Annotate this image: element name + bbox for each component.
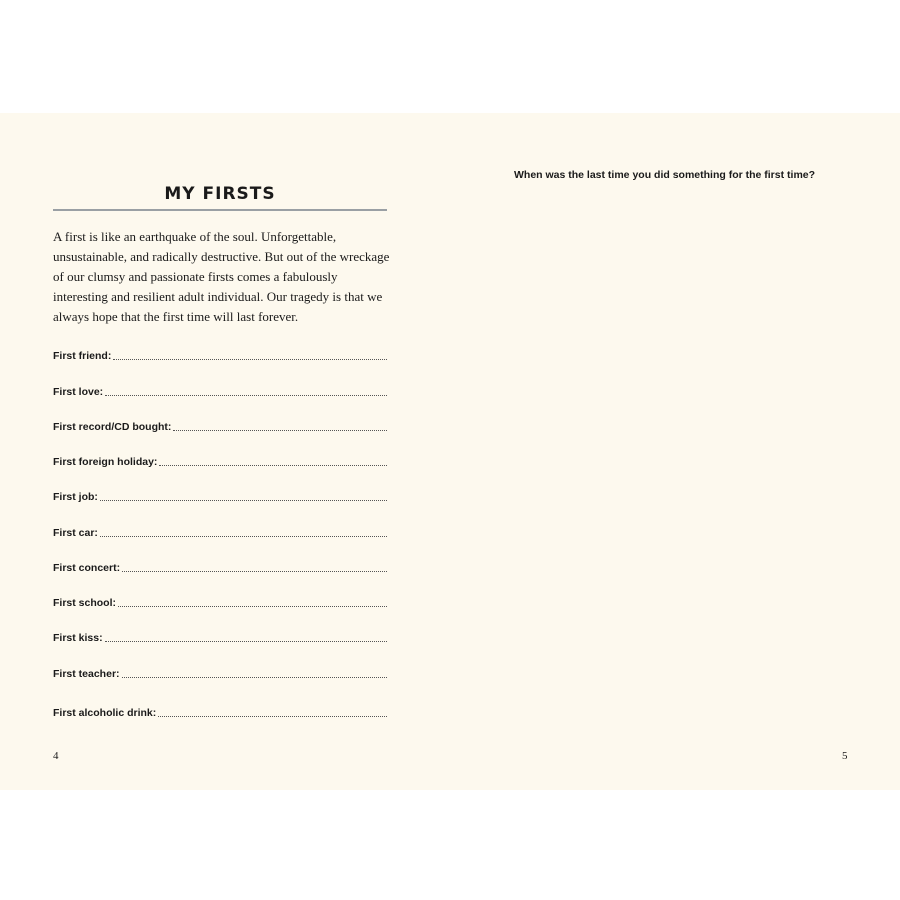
field-first-friend (53, 347, 387, 363)
page-title: MY FIRSTS (164, 184, 276, 204)
answer-line[interactable] (173, 430, 387, 431)
field-label: First alcoholic drink: (53, 707, 157, 719)
answer-line[interactable] (105, 641, 387, 642)
answer-line[interactable] (118, 606, 387, 607)
answer-line[interactable] (159, 465, 387, 466)
field-label: First friend: (53, 350, 112, 362)
title-underline (53, 209, 387, 211)
answer-line[interactable] (113, 359, 387, 360)
field-first-kiss (53, 629, 387, 645)
field-first-job (53, 488, 387, 504)
field-first-foreign-holiday (53, 453, 387, 469)
page-number-left: 4 (53, 750, 59, 762)
field-first-concert (53, 559, 387, 575)
field-first-car (53, 524, 387, 540)
page-number-right: 5 (842, 750, 848, 762)
field-label: First teacher: (53, 668, 120, 680)
field-label: First foreign holiday: (53, 456, 158, 468)
answer-line[interactable] (105, 395, 387, 396)
field-label: First record/CD bought: (53, 421, 172, 433)
field-first-teacher (53, 665, 387, 681)
field-label: First school: (53, 597, 117, 609)
prompt-question: When was the last time you did something for the first time? (514, 169, 816, 181)
field-label: First job: (53, 491, 98, 503)
answer-line[interactable] (122, 677, 387, 678)
field-label: First car: (53, 527, 98, 539)
field-first-record (53, 418, 387, 434)
field-first-school (53, 594, 387, 610)
field-first-alcoholic-drink (53, 704, 387, 720)
field-label: First kiss: (53, 632, 103, 644)
intro-paragraph: A first is like an earthquake of the soul. Unforgettable, unsustainable, and radically destructive. But out of the wreckage of our clumsy and passionate firsts comes a fabulously interesting and resilient adult individual. Our tragedy is that we always hope that the first time will last forever. (53, 229, 390, 324)
answer-line[interactable] (122, 571, 387, 572)
book-spread (0, 113, 900, 790)
field-label: First love: (53, 386, 104, 398)
answer-line[interactable] (100, 500, 387, 501)
answer-line[interactable] (158, 716, 387, 717)
answer-line[interactable] (100, 536, 387, 537)
field-label: First concert: (53, 562, 121, 574)
field-first-love (53, 383, 387, 399)
